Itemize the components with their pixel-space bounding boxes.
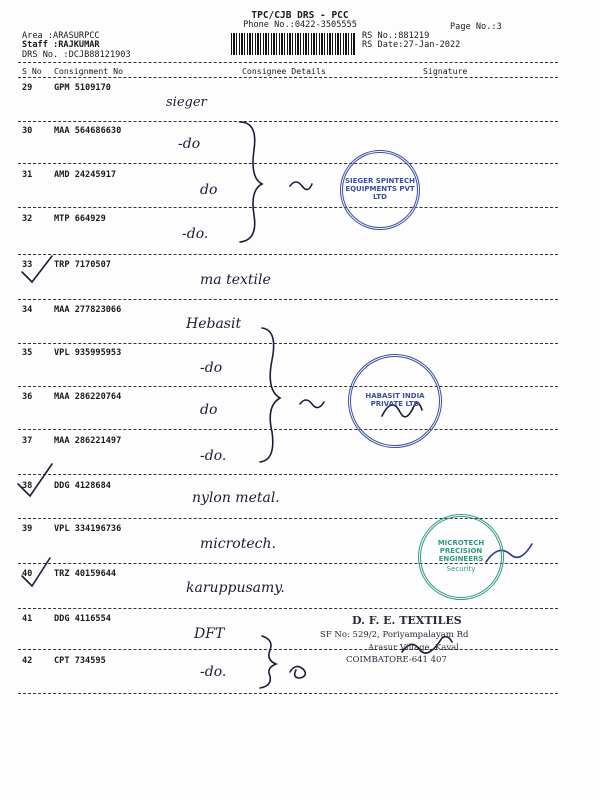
s-no: 34 (22, 305, 33, 315)
microtech-company-stamp (418, 514, 504, 600)
brace-mark (260, 328, 280, 462)
handwritten-consignee: -do. (200, 664, 227, 680)
consignment-no: DDG 4128684 (54, 481, 111, 491)
consignment-no: AMD 24245917 (54, 170, 117, 180)
col-consignment-no: Consignment No (54, 66, 124, 76)
handwritten-consignee: ma textile (200, 272, 271, 288)
s-no: 35 (22, 348, 33, 358)
handwritten-consignee: do (200, 182, 218, 198)
s-no: 29 (22, 83, 33, 93)
dfe-stamp-address-1: SF No: 529/2, Poriyampalayam Rd (320, 630, 469, 640)
col-consignee-details: Consignee Details (242, 66, 326, 76)
stamp-text: SIEGER SPINTECH EQUIPMENTS PVT LTD (345, 177, 415, 201)
s-no: 37 (22, 436, 33, 446)
tick-mark (22, 558, 50, 586)
s-no: 32 (22, 214, 33, 224)
signature-mark (300, 400, 324, 408)
tick-mark (22, 256, 52, 282)
handwritten-consignee: sieger (166, 95, 207, 110)
s-no: 42 (22, 656, 33, 666)
s-no: 36 (22, 392, 33, 402)
brace-mark (240, 122, 262, 242)
handwritten-consignee: DFT (194, 626, 225, 642)
tick-mark (18, 464, 52, 496)
s-no: 30 (22, 126, 33, 136)
handwritten-consignee: -do. (200, 448, 227, 464)
rs-number: RS No.:881219 (362, 31, 430, 41)
handwritten-consignee: Hebasit (186, 316, 242, 332)
s-no: 40 (22, 569, 33, 579)
consignment-no: MAA 286221497 (54, 436, 122, 446)
stamp-text: HABASIT INDIA PRIVATE LTD (365, 392, 425, 408)
signature-mark (290, 666, 305, 678)
staff-field: Staff :RAJKUMAR (22, 40, 100, 50)
dfe-stamp-name: D. F. E. TEXTILES (352, 614, 462, 627)
sieger-company-stamp (340, 150, 420, 230)
area-field: Area :ARASURPCC (22, 31, 100, 41)
consignment-no: GPM 5109170 (54, 83, 111, 93)
consignment-no: DDG 4116554 (54, 614, 111, 624)
s-no: 41 (22, 614, 33, 624)
signature-mark (290, 182, 312, 190)
document-title: TPC/CJB DRS - PCC (251, 10, 349, 21)
consignment-no: MTP 664929 (54, 214, 106, 224)
drs-number: DRS No. :DCJB88121903 (22, 50, 131, 60)
dfe-stamp-address-3: COIMBATORE-641 407 (346, 655, 447, 665)
consignment-no: TRP 7170507 (54, 260, 111, 270)
handwritten-consignee: nylon metal. (192, 490, 280, 506)
handwritten-consignee: -do (200, 360, 223, 376)
handwritten-consignee: karuppusamy. (186, 580, 285, 596)
rs-date: RS Date:27-Jan-2022 (362, 40, 461, 50)
consignment-no: VPL 334196736 (54, 524, 122, 534)
s-no: 39 (22, 524, 33, 534)
stamp-text: MICROTECH PRECISION ENGINEERS (437, 539, 485, 563)
consignment-no: VPL 935995953 (54, 348, 122, 358)
consignment-no: MAA 564686630 (54, 126, 122, 136)
col-signature: Signature (423, 66, 468, 76)
s-no: 33 (22, 260, 33, 270)
consignment-no: TRZ 40159644 (54, 569, 117, 579)
s-no: 31 (22, 170, 33, 180)
phone-number: Phone No.:0422-3505555 (243, 20, 357, 30)
handwritten-consignee: microtech. (200, 536, 276, 552)
dfe-stamp-address-2: Arasur Village, Kaval (368, 643, 459, 653)
consignment-no: MAA 277823066 (54, 305, 122, 315)
consignment-no: MAA 286220764 (54, 392, 122, 402)
handwritten-consignee: -do. (182, 226, 209, 242)
stamp-center-text: Security (446, 565, 476, 574)
s-no: 38 (22, 481, 33, 491)
habasit-company-stamp (348, 354, 442, 448)
page-number: Page No.:3 (450, 22, 502, 32)
col-s-no: S No (22, 66, 42, 76)
handwritten-consignee: do (200, 402, 218, 418)
brace-mark (260, 636, 276, 688)
handwritten-consignee: -do (178, 136, 201, 152)
consignment-no: CPT 734595 (54, 656, 106, 666)
